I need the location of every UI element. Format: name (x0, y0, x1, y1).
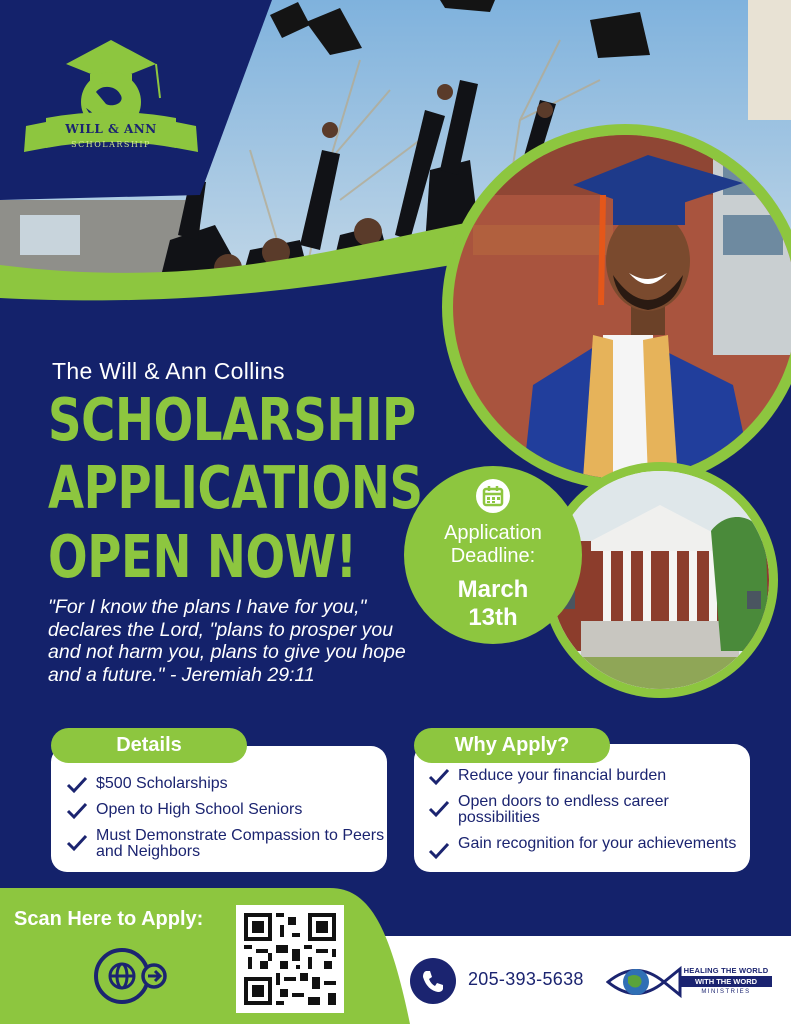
headline-line-2: APPLICATIONS (48, 453, 423, 522)
check-icon (428, 800, 450, 818)
headline-eyebrow: The Will & Ann Collins (52, 358, 285, 384)
ministry-name-line-2: WITH THE WORD (680, 976, 772, 987)
campus-building-photo (551, 471, 769, 689)
calendar-icon (476, 479, 510, 513)
list-item: Reduce your financial burden (428, 768, 748, 784)
check-icon (428, 768, 450, 786)
deadline-badge (404, 466, 582, 644)
logo-title: WILL & ANN (65, 122, 157, 136)
why-apply-heading: Why Apply? (414, 728, 610, 763)
scan-label: Scan Here to Apply: (14, 908, 204, 930)
phone-number[interactable]: 205-393-5638 (468, 969, 584, 989)
details-list (66, 776, 386, 860)
ministry-name-line-1: HEALING THE WORLD (683, 966, 769, 975)
check-icon (66, 834, 88, 852)
list-item: Open doors to endless career possibilities (428, 794, 748, 826)
details-heading: Details (51, 728, 247, 763)
list-item: Must Demonstrate Compassion to Peers and Neighbors (66, 828, 386, 860)
deadline-label: Application Deadline: (444, 522, 542, 567)
graduate-photo (453, 135, 791, 479)
check-icon (428, 842, 450, 860)
qr-code[interactable] (236, 905, 344, 1013)
headline-line-3: OPEN NOW! (48, 522, 357, 591)
why-apply-list (428, 768, 748, 852)
ministry-fish-logo (606, 959, 686, 1005)
scripture-quote: "For I know the plans I have for you," declares the Lord, "plans to prosper you and not harm you, plans to give you hope and a future." - Jeremiah 29:11 (48, 596, 406, 686)
globe-arrow-icon (94, 946, 168, 1006)
list-item: $500 Scholarships (66, 776, 386, 792)
list-item: Open to High School Seniors (66, 802, 386, 818)
logo-subtitle: SCHOLARSHIP (71, 140, 151, 149)
phone-icon (410, 958, 456, 1004)
list-item: Gain recognition for your achievements (428, 836, 748, 852)
ministry-name-line-3: MINISTRIES (701, 989, 751, 995)
check-icon (66, 802, 88, 820)
check-icon (66, 776, 88, 794)
headline-line-1: SCHOLARSHIP (48, 385, 416, 454)
deadline-date: March 13th (457, 576, 529, 631)
